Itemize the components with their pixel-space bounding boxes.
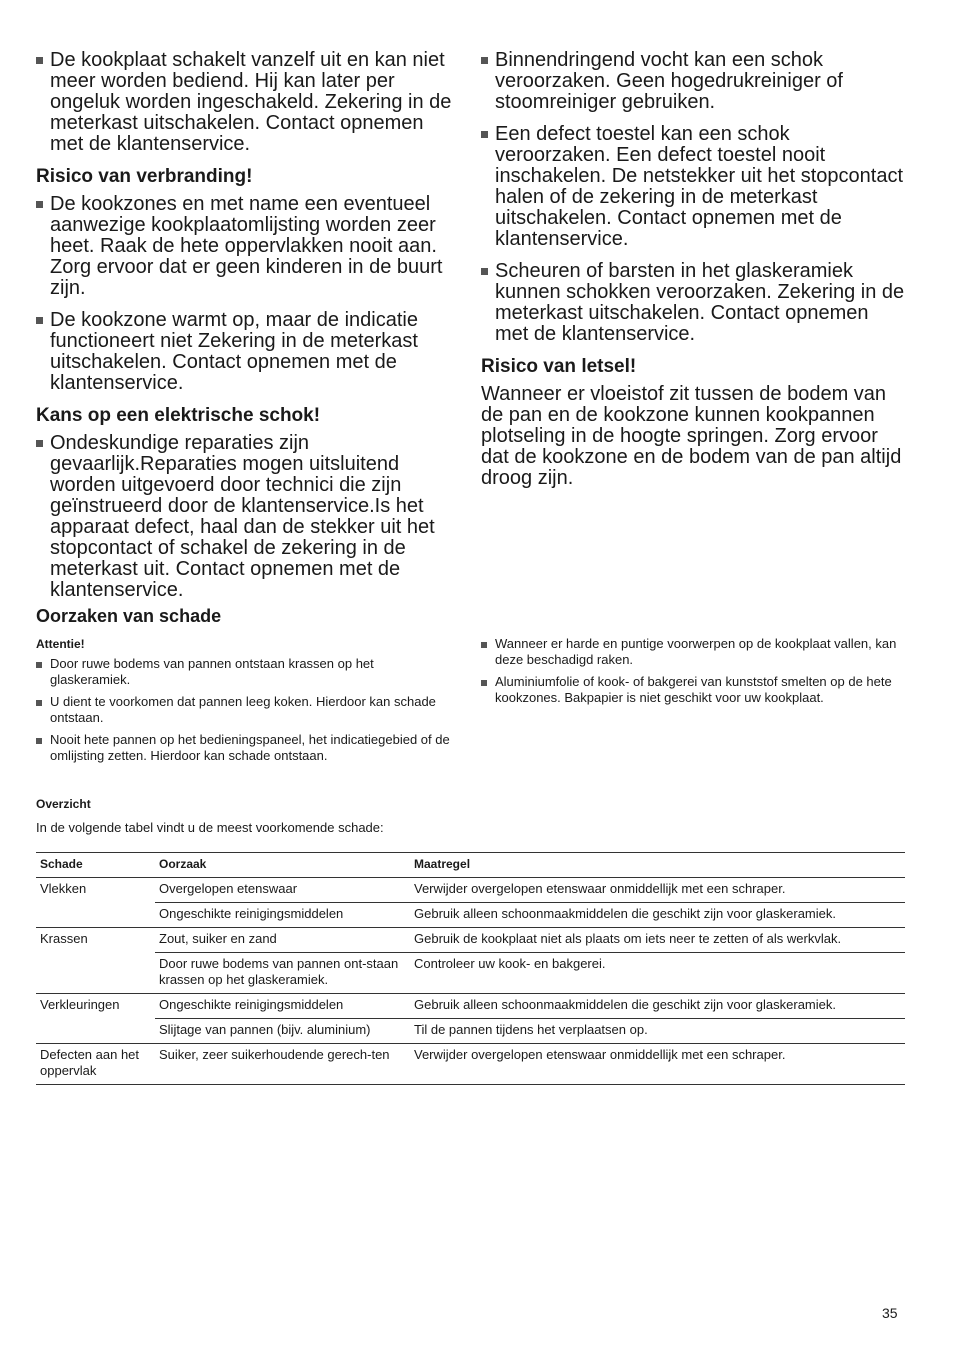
damage-left-column	[36, 636, 456, 770]
overview-title: Overzicht	[36, 797, 91, 811]
page-number: 35	[882, 1305, 898, 1321]
measure-cell: Verwijder overgelopen etenswaar onmiddellijk met een schraper.	[410, 878, 905, 903]
bullet-square-icon	[36, 440, 43, 447]
column-header-cause: Oorzaak	[155, 853, 410, 878]
table-row	[36, 1044, 905, 1085]
bullet-square-icon	[481, 131, 488, 138]
table-row	[36, 903, 905, 928]
injury-paragraph: Wanneer er vloeistof zit tussen de bodem van de pan en de kookzone kunnen kookpannen plotseling in de hoogte springen. Zorg ervoor dat de kookzone en de bodem van de pan altijd droog zijn.	[481, 383, 902, 489]
table-row	[36, 994, 905, 1019]
burn-heading: Risico van verbranding!	[36, 166, 253, 187]
table-header-row	[36, 853, 905, 878]
overview-intro: In de volgende tabel vindt u de meest voorkomende schade:	[36, 820, 384, 835]
measure-cell: Til de pannen tijdens het verplaatsen op.	[410, 1019, 905, 1044]
bullet-square-icon	[36, 57, 43, 64]
attention-label: Attentie!	[36, 637, 85, 651]
column-header-measure: Maatregel	[410, 853, 905, 878]
list-item: De kookzones en met name een eventueel aanwezige kookplaatomlijsting worden zeer heet. Raak de hete oppervlakken nooit aan. Zorg ervoor dat er geen kinderen in de buurt zijn.	[36, 194, 456, 299]
cause-cell: Overgelopen etenswaar	[155, 878, 410, 903]
injury-heading: Risico van letsel!	[481, 356, 637, 377]
bullet-square-icon	[481, 680, 487, 686]
measure-cell: Gebruik de kookplaat niet als plaats om iets neer te zetten of als werkvlak.	[410, 928, 905, 953]
bullet-square-icon	[36, 201, 43, 208]
damage-section-title: Oorzaken van schade	[36, 606, 222, 626]
table-row	[36, 1019, 905, 1044]
measure-cell: Controleer uw kook- en bakgerei.	[410, 953, 905, 994]
damage-right-column	[481, 636, 906, 712]
damage-cell: Defecten aan het oppervlak	[36, 1044, 155, 1085]
list-item: De kookplaat schakelt vanzelf uit en kan niet meer worden bediend. Hij kan later per ongeluk worden ingeschakeld. Zekering in de meterkast uitschakelen. Contact opnemen met de klantenservice.	[36, 50, 456, 155]
cause-cell: Slijtage van pannen (bijv. aluminium)	[155, 1019, 410, 1044]
measure-cell: Gebruik alleen schoonmaakmiddelen die geschikt zijn voor glaskeramiek.	[410, 903, 905, 928]
list-item: De kookzone warmt op, maar de indicatie functioneert niet Zekering in de meterkast uitschakelen. Contact opnemen met de klantenservice.	[36, 310, 456, 394]
cause-cell: Door ruwe bodems van pannen ont-staan krassen op het glaskeramiek.	[155, 953, 410, 994]
damage-cell: Vlekken	[36, 878, 155, 928]
list-item: Ondeskundige reparaties zijn gevaarlijk.Reparaties mogen uitsluitend worden uitgevoerd door technici die zijn geïnstrueerd door de klantenservice.Is het apparaat defect, haal dan de stekker uit het stopcontact of schakel de zekering in de meterkast uit. Contact opnemen met de klantenservice.	[36, 433, 456, 601]
measure-cell: Gebruik alleen schoonmaakmiddelen die geschikt zijn voor glaskeramiek.	[410, 994, 905, 1019]
bullet-square-icon	[481, 642, 487, 648]
bullet-square-icon	[481, 57, 488, 64]
bullet-square-icon	[36, 662, 42, 668]
right-column	[481, 50, 906, 489]
list-item: Door ruwe bodems van pannen ontstaan krassen op het glaskeramiek.	[36, 656, 456, 688]
cause-cell: Suiker, zeer suikerhoudende gerech-ten	[155, 1044, 410, 1085]
shock-heading: Kans op een elektrische schok!	[36, 405, 321, 426]
column-header-damage: Schade	[36, 853, 155, 878]
damage-cell: Verkleuringen	[36, 994, 155, 1044]
list-item: U dient te voorkomen dat pannen leeg koken. Hierdoor kan schade ontstaan.	[36, 694, 456, 726]
cause-cell: Zout, suiker en zand	[155, 928, 410, 953]
bullet-square-icon	[36, 317, 43, 324]
list-item: Een defect toestel kan een schok veroorzaken. Een defect toestel nooit inschakelen. De netstekker uit het stopcontact halen of de zekering in de meterkast uitschakelen. Contact opnemen met de klantenservice.	[481, 124, 906, 250]
damage-table	[36, 852, 905, 1085]
table-row	[36, 928, 905, 953]
list-item: Aluminiumfolie of kook- of bakgerei van kunststof smelten op de hete kookzones. Bakpapier is niet geschikt voor uw kookplaat.	[481, 674, 906, 706]
left-column	[36, 50, 456, 612]
table-row	[36, 953, 905, 994]
list-item: Binnendringend vocht kan een schok veroorzaken. Geen hogedrukreiniger of stoomreiniger gebruiken.	[481, 50, 906, 113]
bullet-square-icon	[481, 268, 488, 275]
table-row	[36, 878, 905, 903]
cause-cell: Ongeschikte reinigingsmiddelen	[155, 994, 410, 1019]
list-item: Wanneer er harde en puntige voorwerpen op de kookplaat vallen, kan deze beschadigd raken.	[481, 636, 906, 668]
bullet-square-icon	[36, 738, 42, 744]
list-item: Scheuren of barsten in het glaskeramiek kunnen schokken veroorzaken. Zekering in de meterkast uitschakelen. Contact opnemen met de klantenservice.	[481, 261, 906, 345]
bullet-square-icon	[36, 700, 42, 706]
damage-cell: Krassen	[36, 928, 155, 994]
cause-cell: Ongeschikte reinigingsmiddelen	[155, 903, 410, 928]
list-item: Nooit hete pannen op het bedieningspaneel, het indicatiegebied of de omlijsting zetten. Hierdoor kan schade ontstaan.	[36, 732, 456, 764]
measure-cell: Verwijder overgelopen etenswaar onmiddellijk met een schraper.	[410, 1044, 905, 1085]
